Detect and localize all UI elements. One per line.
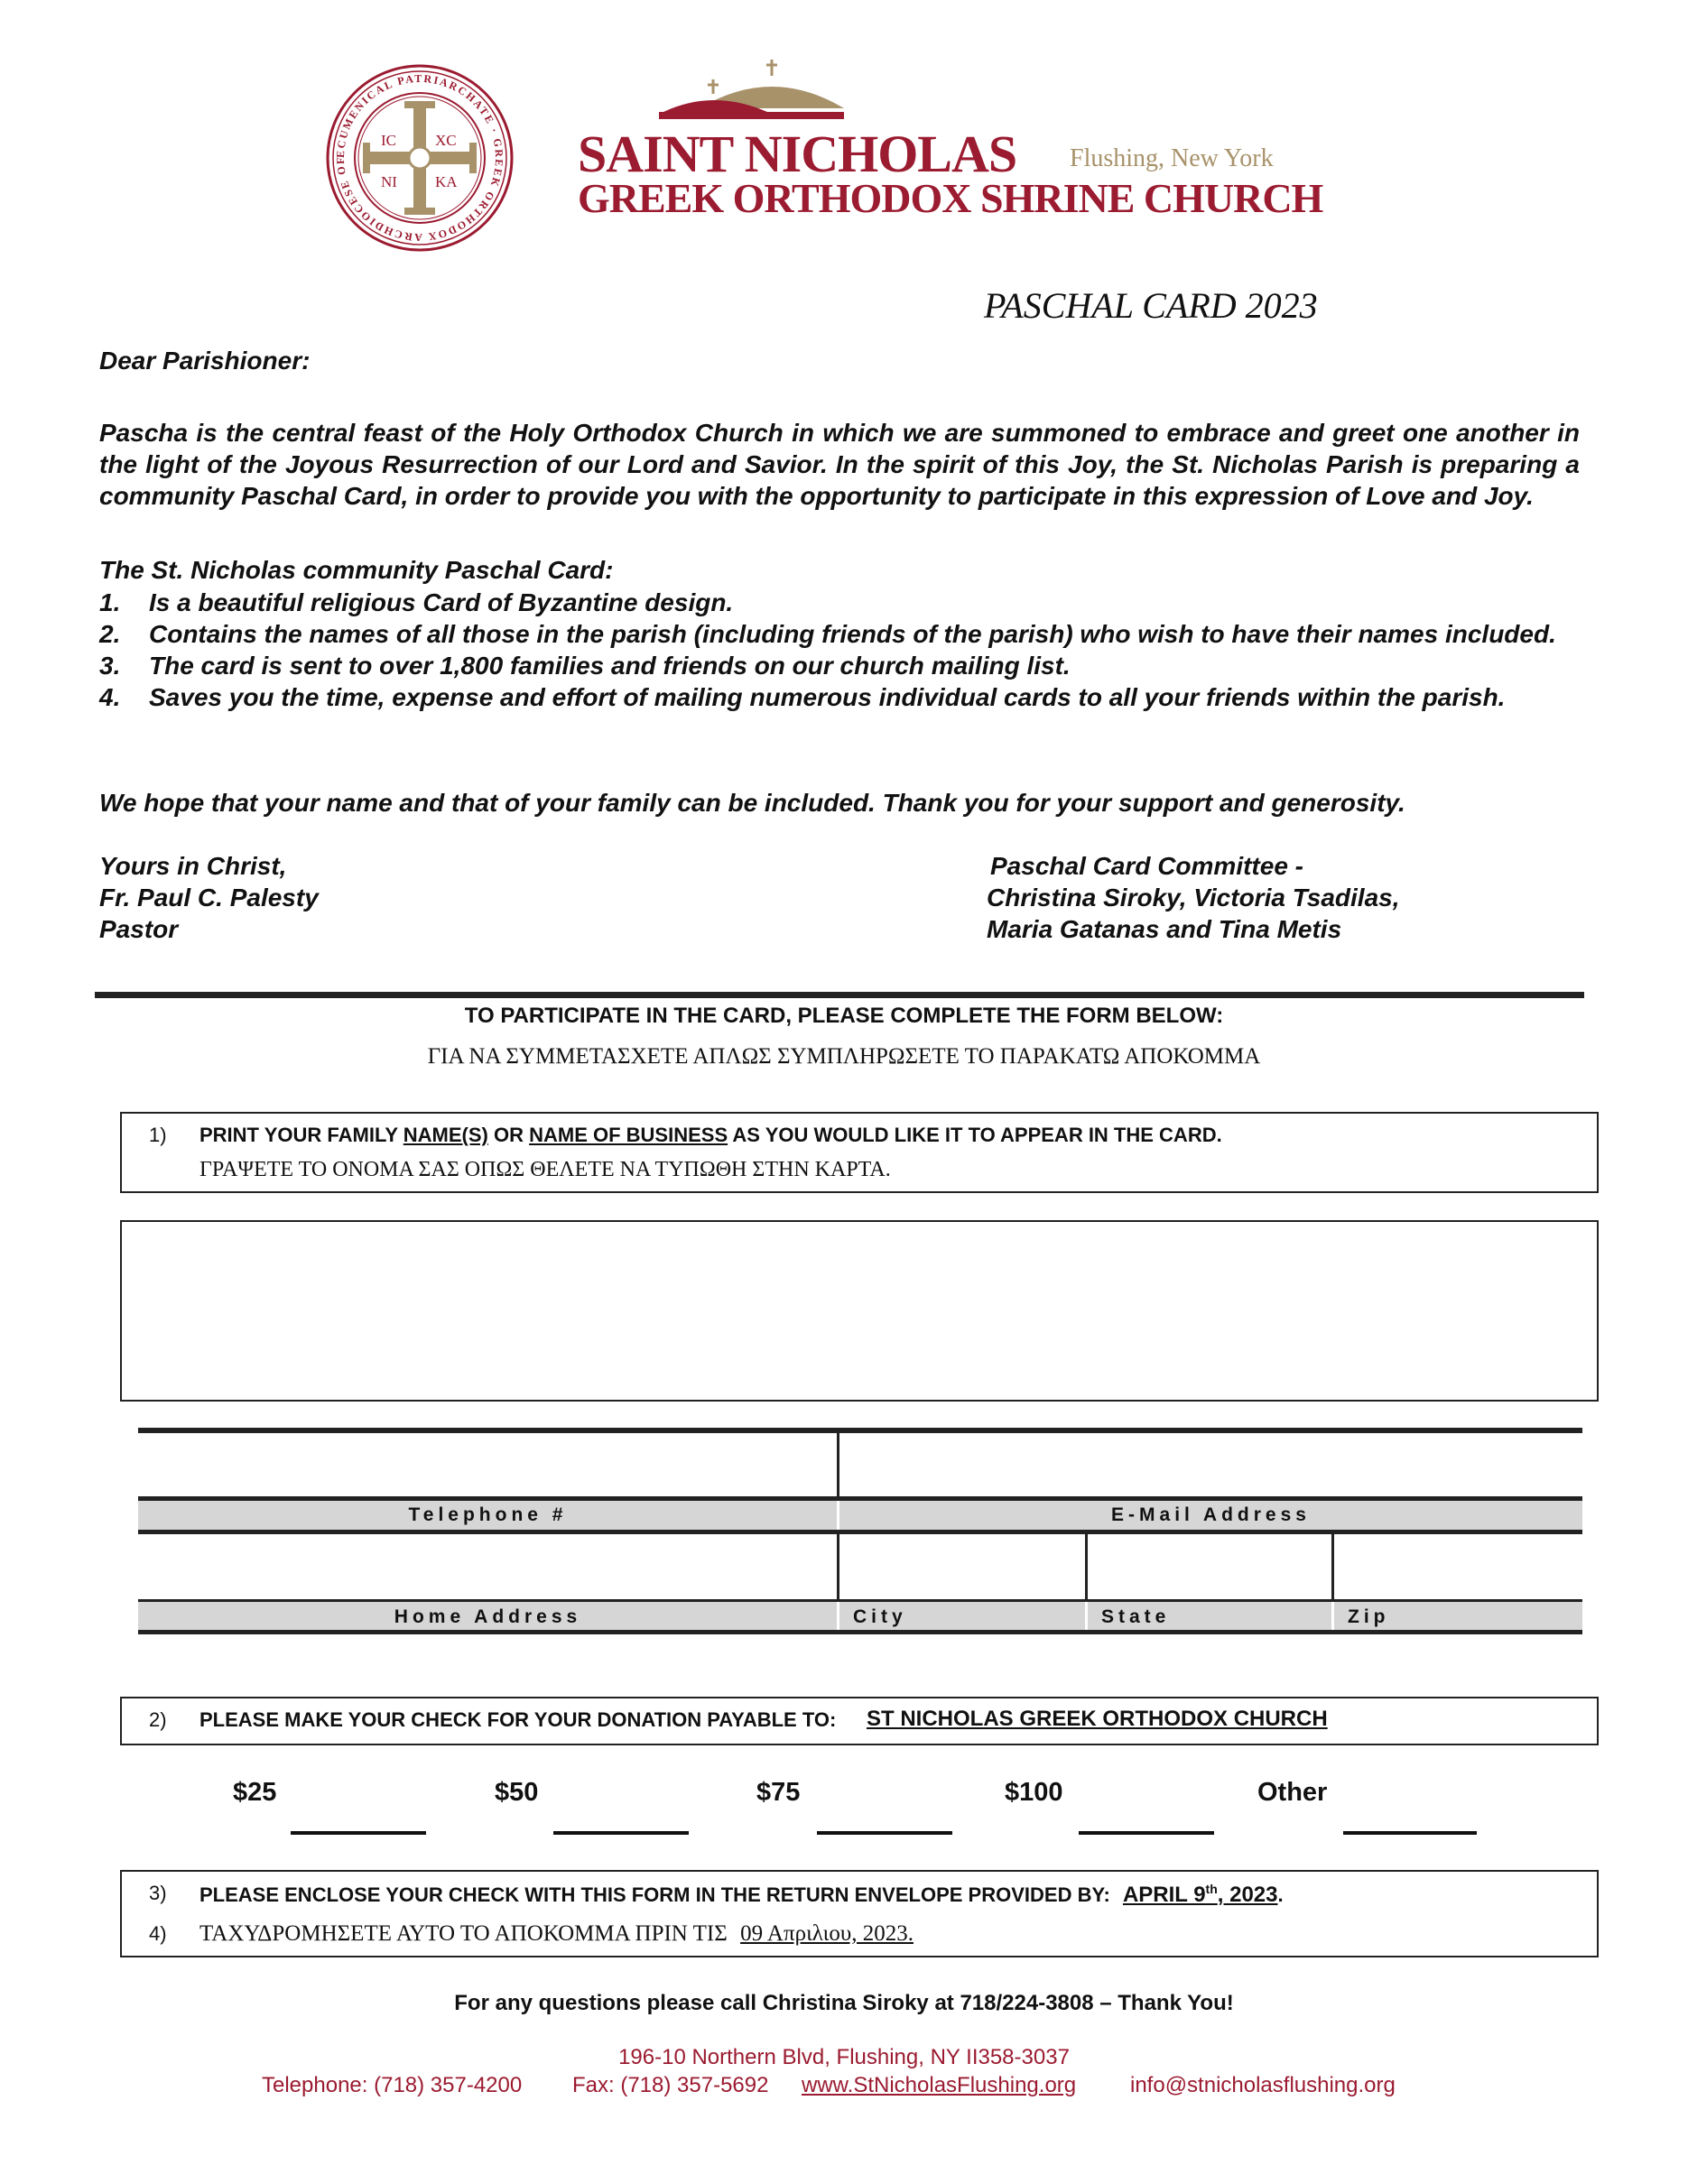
list-item: 4. Saves you the time, expense and effort of mailing numerous individual cards to all your friends within the parish. [99, 683, 1506, 711]
home-address-label: Home Address [394, 1606, 582, 1627]
card-title: PASCHAL CARD 2023 [984, 285, 1318, 326]
footer-email-link[interactable]: info@stnicholasflushing.org [1130, 2073, 1396, 2097]
state-label: State [1101, 1606, 1171, 1627]
church-dome-icon [659, 56, 849, 128]
amount-25-blank[interactable] [291, 1799, 426, 1835]
amount-100-blank[interactable] [1079, 1799, 1214, 1835]
benefits-list [99, 587, 1580, 713]
list-item: 1. Is a beautiful religious Card of Byzantine design. [99, 588, 734, 616]
city-field[interactable] [839, 1534, 1085, 1599]
section-divider [95, 992, 1584, 998]
cross-letter-xc: XC [435, 132, 457, 149]
church-name-line1: SAINT NICHOLAS [578, 125, 1017, 183]
list-item: 3. The card is sent to over 1,800 families and friends on our church mailing list. [99, 652, 1071, 680]
telephone-label: Telephone # [408, 1504, 568, 1525]
amount-25-label: $25 [233, 1778, 277, 1807]
state-field[interactable] [1088, 1534, 1331, 1599]
footer-website-link[interactable]: www.StNicholasFlushing.org [802, 2073, 1077, 2097]
step1-instructions: 1) PRINT YOUR FAMILY NAME(S) OR NAME OF BUSINESS AS YOU WOULD LIKE IT TO APPEAR IN THE CARD. ΓΡΑΨΕΤΕ ΤΟ ΟΝΟΜΑ ΣΑΣ ΟΠΩΣ ΘΕΛΕΤΕ ΝΑ ΤΥΠΩΘΗ ΣΤΗΝ ΚΑΡΤΑ. [120, 1112, 1599, 1193]
amount-100-label: $100 [1005, 1778, 1063, 1807]
contact-line: For any questions please call Christina Siroky at 718/224-3808 – Thank You! [454, 1991, 1234, 2015]
intro-paragraph: Pascha is the central feast of the Holy Orthodox Church in which we are summoned to embrace and greet one another in the light of the Joyous Resurrection of our Lord and Savior. In the spirit of this Joy, the St. Nicholas Parish is preparing a community Paschal Card, in order to provide you with the opportunity to participate in this expression of Love and Joy. [99, 419, 1580, 510]
step1-greek: ΓΡΑΨΕΤΕ ΤΟ ΟΝΟΜΑ ΣΑΣ ΟΠΩΣ ΘΕΛΕΤΕ ΝΑ ΤΥΠΩΘΗ ΣΤΗΝ ΚΑΡΤΑ. [199, 1158, 891, 1181]
cross-letter-ka: KA [435, 173, 458, 190]
salutation: Dear Parishioner: [99, 347, 311, 375]
return-deadline-greek: 09 Απριλιου, 2023. [740, 1921, 914, 1946]
church-location: Flushing, New York [1070, 144, 1274, 172]
amount-75-label: $75 [756, 1778, 801, 1807]
form-heading-gr: ΓΙΑ ΝΑ ΣΥΜΜΕΤΑΣΧΕΤΕ ΑΠΛΩΣ ΣΥΜΠΛΗΡΩΣΕΤΕ ΤΟ ΠΑΡΑΚΑΤΩ ΑΠΟΚΟΜΜΑ [427, 1044, 1261, 1069]
cross-letter-ic: IC [381, 132, 396, 149]
svg-text:ECUMENICAL PATRIARCHATE · GREE: ECUMENICAL PATRIARCHATE · GREEK ORTHODOX ARCHDIOCESE OF [333, 71, 506, 245]
email-field[interactable] [839, 1433, 1582, 1496]
footer-address: 196-10 Northern Blvd, Flushing, NY II358-3037 [618, 2045, 1070, 2069]
city-label: City [853, 1606, 907, 1627]
amount-other-label: Other [1257, 1778, 1328, 1807]
family-name-field[interactable] [120, 1220, 1599, 1402]
archdiocese-seal [325, 63, 515, 253]
steps-3-4-instructions: 3) PLEASE ENCLOSE YOUR CHECK WITH THIS FORM IN THE RETURN ENVELOPE PROVIDED BY: APRIL 9th, 2023. 4) ΤΑΧΥΔΡΟΜΗΣΕΤΕ ΑΥΤΟ ΤΟ ΑΠΟΚΟΜΜΑ ΠΡΙΝ ΤΙΣ 09 Απριλιου, 2023. [120, 1870, 1599, 1957]
amount-50-blank[interactable] [553, 1799, 689, 1835]
footer-telephone: Telephone: (718) 357-4200 [262, 2073, 523, 2097]
list-item: 2. Contains the names of all those in the parish (including friends of the parish) who wish to have their names included. [99, 620, 1556, 648]
footer-fax: Fax: (718) 357-5692 [572, 2073, 769, 2097]
zip-label: Zip [1348, 1606, 1390, 1627]
step2-instructions: 2) PLEASE MAKE YOUR CHECK FOR YOUR DONATION PAYABLE TO: ST NICHOLAS GREEK ORTHODOX CHURCH [120, 1697, 1599, 1745]
cross-letter-ni: NI [381, 173, 397, 190]
return-deadline: APRIL 9th, 2023 [1122, 1882, 1278, 1907]
church-name-line2: GREEK ORTHODOX SHRINE CHURCH [578, 175, 1323, 221]
form-heading-en: TO PARTICIPATE IN THE CARD, PLEASE COMPLETE THE FORM BELOW: [464, 1004, 1224, 1028]
amount-75-blank[interactable] [817, 1799, 952, 1835]
home-address-field[interactable] [138, 1534, 838, 1599]
closing-paragraph: We hope that your name and that of your family can be included. Thank you for your support and generosity. [99, 789, 1405, 817]
amount-other-blank[interactable] [1343, 1799, 1477, 1835]
payee-name: ST NICHOLAS GREEK ORTHODOX CHURCH [867, 1707, 1328, 1731]
email-label: E-Mail Address [1111, 1504, 1311, 1525]
signature-pastor: Yours in Christ, Fr. Paul C. Palesty Pastor [99, 852, 319, 943]
telephone-field[interactable] [138, 1433, 838, 1496]
amount-50-label: $50 [495, 1778, 539, 1807]
signature-committee: Paschal Card Committee - Christina Siroky, Victoria Tsadilas, Maria Gatanas and Tina Metis [987, 852, 1400, 943]
list-heading: The St. Nicholas community Paschal Card: [99, 556, 614, 584]
zip-field[interactable] [1334, 1534, 1582, 1599]
